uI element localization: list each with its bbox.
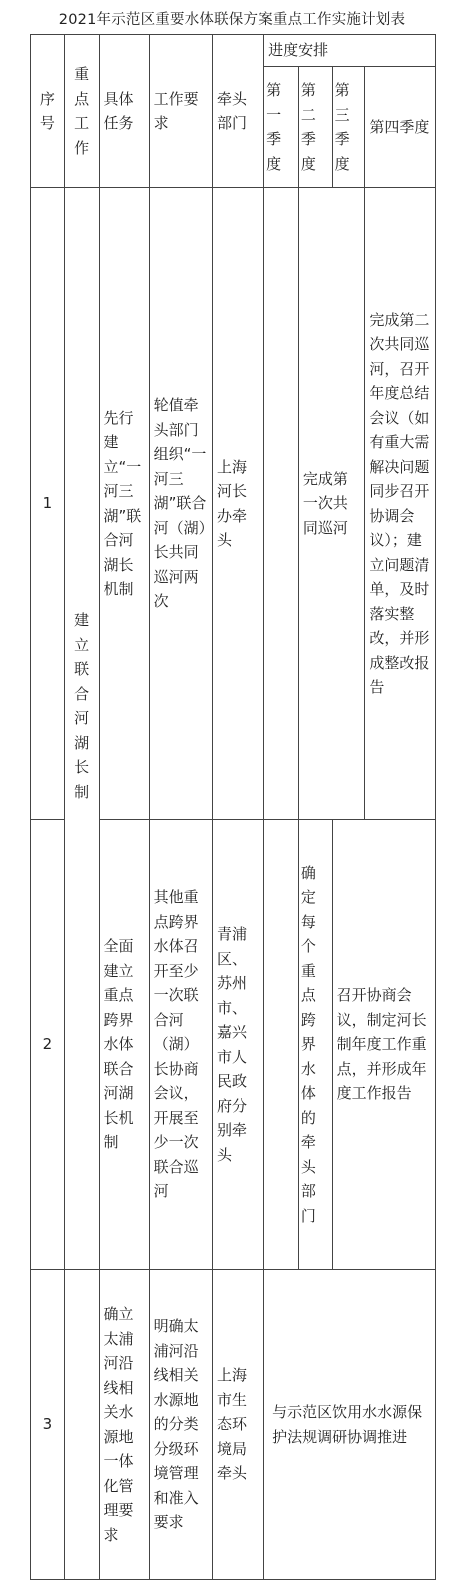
row2-q3-q4: 召开协商会议，制定河长制年度工作重点，并形成年度工作报告 — [332, 820, 435, 1270]
header-q3: 第三季度 — [332, 67, 365, 188]
header-seq: 序号 — [31, 35, 65, 188]
row3-lead: 上海市生态环境局牵头 — [213, 1270, 264, 1580]
table-title: 2021年示范区重要水体联保方案重点工作实施计划表 — [58, 12, 406, 28]
header-requirement: 工作要求 — [149, 35, 212, 188]
row3-schedule: 与示范区饮用水水源保护法规调研协调推进 — [264, 1270, 436, 1580]
row2-seq: 2 — [31, 820, 65, 1270]
row1-seq: 1 — [31, 188, 65, 820]
table-row — [31, 188, 436, 820]
focus-group-cell: 建立联合河湖长制 — [64, 188, 99, 1270]
header-q1: 第一季度 — [264, 67, 299, 188]
row2-q2: 确定每个重点跨界水体的牵头部门 — [298, 820, 332, 1270]
header-q2: 第二季度 — [298, 67, 332, 188]
row3-requirement: 明确太浦河沿线相关水源地的分类分级环境管理和准入要求 — [149, 1270, 212, 1580]
header-task: 具体任务 — [99, 35, 149, 188]
row1-q4: 完成第二次共同巡河，召开年度总结会议（如有重大需解决问题同步召开协调会议）；建立问题清单，及时落实整改，并形成整改报告 — [365, 188, 436, 820]
header-focus: 重点工作 — [64, 35, 99, 188]
header-schedule: 进度安排 — [264, 35, 436, 67]
row1-requirement: 轮值牵头部门组织“一河三湖”联合河（湖）长共同巡河两次 — [149, 188, 212, 820]
row2-task: 全面建立重点跨界水体联合河湖长机制 — [99, 820, 149, 1270]
row1-q2: 完成第一次共同巡河 — [298, 188, 364, 820]
row2-requirement: 其他重点跨界水体召开至少一次联合河（湖）长协商会议，开展至少一次联合巡河 — [149, 820, 212, 1270]
row3-focus — [64, 1270, 99, 1580]
row1-lead: 上海河长办牵头 — [213, 188, 264, 820]
row1-q1 — [264, 188, 299, 820]
row1-task: 先行建立“一河三湖”联合河湖长机制 — [99, 188, 149, 820]
plan-table — [30, 34, 436, 1580]
header-q4: 第四季度 — [365, 67, 436, 188]
row2-lead: 青浦区、苏州市、嘉兴市人民政府分别牵头 — [213, 820, 264, 1270]
row2-q1 — [264, 820, 299, 1270]
row3-seq: 3 — [31, 1270, 65, 1580]
row3-task: 确立太浦河沿线相关水源地一体化管理要求 — [99, 1270, 149, 1580]
table-row — [31, 1270, 436, 1580]
header-lead: 牵头部门 — [213, 35, 264, 188]
